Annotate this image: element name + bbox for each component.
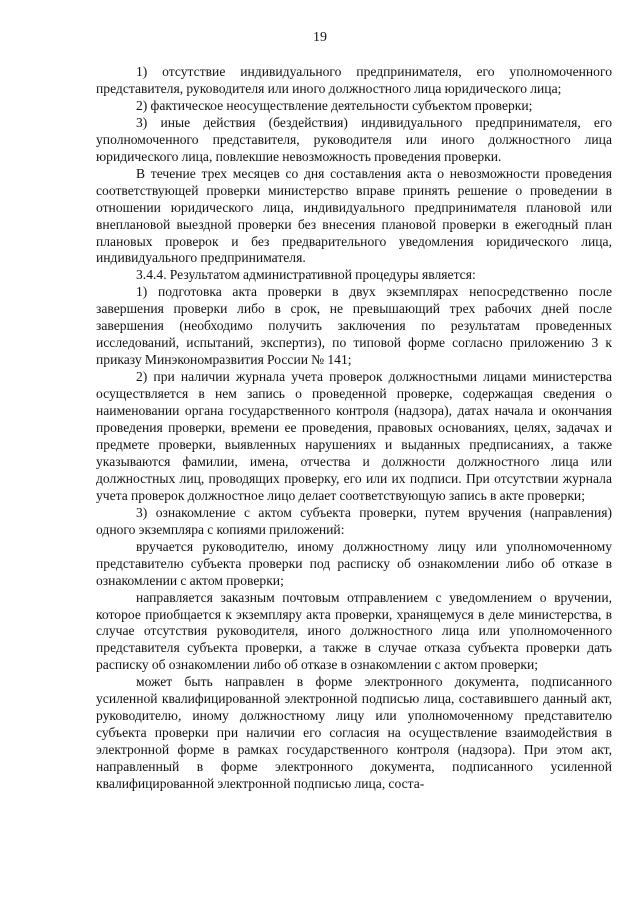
- paragraph-2: 2) фактическое неосуществление деятельности субъектом проверки;: [136, 97, 533, 113]
- paragraph-5: 3.4.4. Результатом административной процедуры является:: [136, 267, 476, 283]
- paragraph-6: 1) подготовка акта проверки в двух экземплярах непосредственно после завершения проверки либо в срок, не превышающий трех рабочих дней после завершения (необходимо получить заключения по результатам проведенных исследований, испытаний, экспертиз), по типовой форме согласно приложению 3 к приказу Минэкономразвития России № 141;: [96, 284, 612, 368]
- paragraph-11: может быть направлен в форме электронного документа, подписанного усиленной квалифицированной электронной подписью лица, составившего данный акт, руководителю, иному должностному лицу или уполномоченному представителю субъекта проверки при наличии его согласия на осуществление взаимодействия в электронной форме в рамках государственного контроля (надзора). При этом акт, направленный в форме электронного документа, подписанного усиленной квалифицированной электронной подписью лица, соста-: [96, 674, 612, 792]
- page-number: 19: [313, 30, 327, 45]
- paragraph-8: 3) ознакомление с актом субъекта проверки, путем вручения (направления) одного экземпляра с копиями приложений:: [96, 504, 612, 537]
- document-body: [96, 64, 612, 793]
- paragraph-9: вручается руководителю, иному должностному лицу или уполномоченному представителю субъекта проверки под расписку об ознакомлении либо об отказе в ознакомлении с актом проверки;: [96, 538, 612, 588]
- paragraph-1: 1) отсутствие индивидуального предпринимателя, его уполномоченного представителя, руководителя или иного должностного лица юридического лица;: [96, 64, 612, 96]
- paragraph-7: 2) при наличии журнала учета проверок должностными лицами министерства осуществляется в нем запись о проведенной проверке, содержащая сведения о наименовании органа государственного контроля (надзора), датах начала и окончания проведения проверки, времени ее проведения, правовых основаниях, целях, задачах и предмете проверки, выявленных нарушениях и выданных предписаниях, а также указываются фамилии, имена, отчества и должности должностного лица или должностных лиц, проводящих проверку, его или их подписи. При отсутствии журнала учета проверок должностное лицо делает соответствующую запись в акте проверки;: [96, 369, 612, 503]
- paragraph-4: В течение трех месяцев со дня составления акта о невозможности проведения соответствующей проверки министерство вправе принять решение о проведении в отношении юридического лица, индивидуального предпринимателя плановой или внеплановой выездной проверки без внесения плановой проверки в ежегодный план плановых проверок и без предварительного уведомления юридического лица, индивидуального предпринимателя.: [96, 165, 612, 266]
- paragraph-3: 3) иные действия (бездействия) индивидуального предпринимателя, его уполномоченного представителя, руководителя или иного должностного лица юридического лица, повлекшие невозможность проведения проверки.: [96, 114, 612, 164]
- paragraph-10: направляется заказным почтовым отправлением с уведомлением о вручении, которое приобщается к экземпляру акта проверки, хранящемуся в деле министерства, в случае отсутствия руководителя, иного должностного лица или уполномоченного представителя субъекта проверки, а также в случае отказа субъекта проверки дать расписку об ознакомлении либо об отказе в ознакомлении с актом проверки;: [96, 589, 612, 673]
